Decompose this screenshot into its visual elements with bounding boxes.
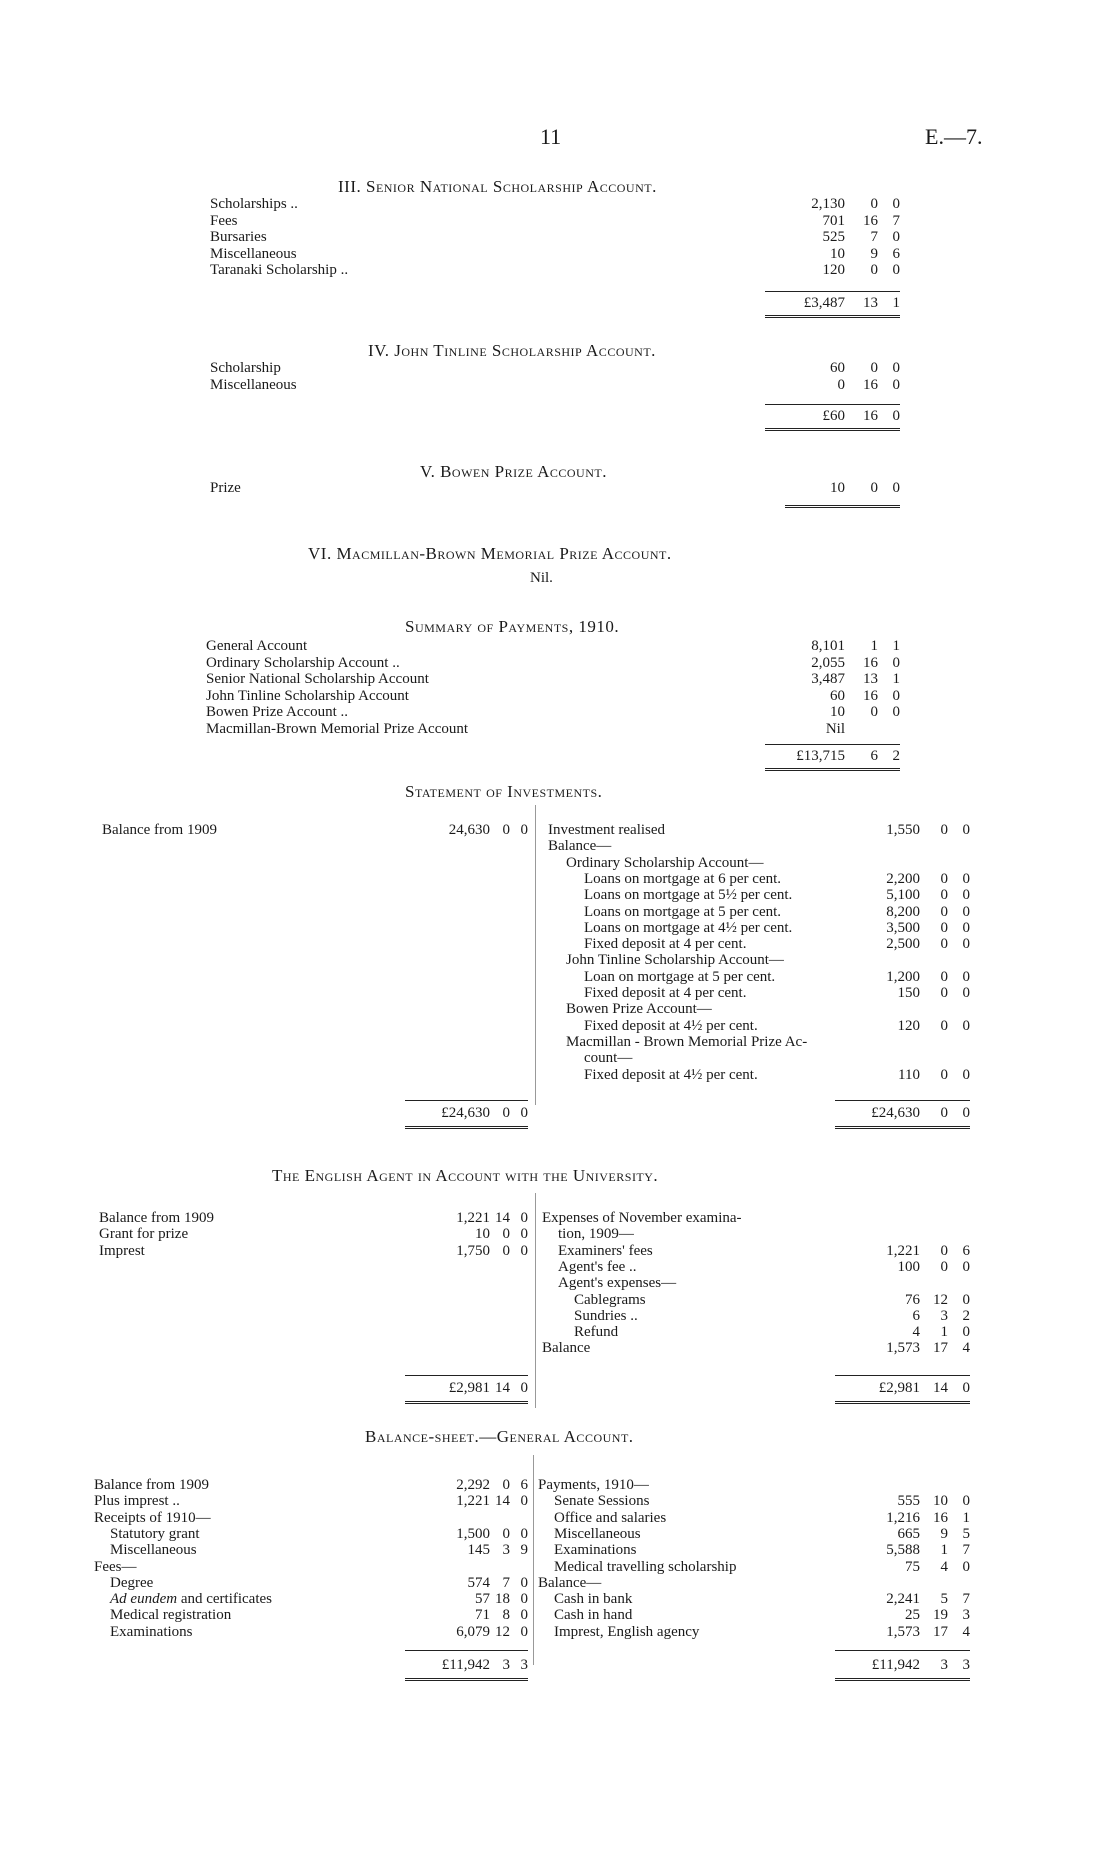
credit-total-rule — [835, 1650, 970, 1651]
credit-row-label: Balance— — [548, 838, 612, 855]
account-row-label: Bursaries — [210, 229, 267, 245]
account-row-shillings: 0 — [870, 196, 878, 212]
total-double-rule — [765, 428, 900, 431]
debit-total-double-rule — [405, 1401, 528, 1404]
debit-row-italic-label: Ad eundem — [110, 1591, 178, 1608]
credit-row-shillings: 0 — [940, 822, 948, 838]
account-row-pounds: 525 — [822, 229, 845, 245]
credit-row-pounds: 1,573 — [886, 1623, 920, 1640]
credit-row-shillings: 0 — [940, 1066, 948, 1083]
account-total-shillings: 13 — [863, 295, 878, 311]
credit-row-shillings: 0 — [940, 887, 948, 904]
credit-row-pounds: 150 — [897, 985, 920, 1001]
total-double-rule — [765, 315, 900, 318]
credit-row-shillings: 16 — [933, 1509, 948, 1526]
agent-account-title: The English Agent in Account with the University. — [272, 1166, 659, 1185]
debit-total-pounds: £11,942 — [441, 1657, 490, 1673]
account-row-label: Scholarship — [210, 360, 281, 376]
credit-row-shillings: 17 — [933, 1623, 948, 1640]
credit-row-pounds: 8,200 — [886, 903, 920, 920]
account-row-shillings: 16 — [863, 212, 878, 229]
debit-row-pounds: 57 — [475, 1591, 490, 1608]
credit-total-pence: 3 — [962, 1657, 970, 1673]
credit-row-pounds: 555 — [897, 1493, 920, 1510]
account-row-shillings: 7 — [870, 229, 878, 245]
debit-row-shillings: 14 — [495, 1210, 510, 1226]
debit-row-pence: 0 — [520, 1591, 528, 1608]
account-row-pence: 0 — [892, 229, 900, 245]
debit-total-double-rule — [405, 1126, 528, 1129]
account-row-pence: 7 — [892, 212, 900, 229]
debit-row-pence: 6 — [520, 1477, 528, 1493]
account-row-label: Prize — [210, 480, 241, 496]
page-number: 11 — [540, 124, 562, 149]
account-row-pounds: 8,101 — [811, 638, 845, 654]
credit-row-label: Fixed deposit at 4½ per cent. — [584, 1066, 758, 1083]
credit-row-pence: 5 — [962, 1525, 970, 1542]
debit-row-label: Imprest — [99, 1242, 145, 1259]
debit-row-pounds: 10 — [475, 1226, 490, 1243]
credit-row-label: John Tinline Scholarship Account— — [566, 952, 784, 969]
debit-total-rule — [405, 1100, 528, 1101]
debit-total-pence: 0 — [520, 1380, 528, 1396]
credit-total-rule — [835, 1375, 970, 1376]
account-row-shillings: 0 — [870, 262, 878, 278]
account-row-pounds: 60 — [830, 687, 845, 704]
account-row-label: Miscellaneous — [210, 376, 297, 393]
macmillan-account-title: VI. Macmillan-Brown Memorial Prize Account. — [308, 544, 672, 563]
summary-title: Summary of Payments, 1910. — [405, 617, 620, 636]
account-row-pounds: 10 — [830, 245, 845, 262]
debit-row-pence: 0 — [520, 1493, 528, 1510]
credit-row-pounds: 5,100 — [886, 887, 920, 904]
credit-total-pence: 0 — [962, 1380, 970, 1396]
credit-row-pence: 7 — [962, 1542, 970, 1559]
account-row-shillings: 16 — [863, 376, 878, 393]
credit-row-pence: 0 — [962, 1324, 970, 1341]
credit-row-shillings: 0 — [940, 1242, 948, 1259]
debit-row-label: Degree — [110, 1574, 154, 1591]
credit-total-double-rule — [835, 1401, 970, 1404]
debit-row-shillings: 0 — [502, 1242, 510, 1259]
credit-row-pence: 7 — [962, 1591, 970, 1608]
credit-row-pence: 0 — [962, 968, 970, 985]
debit-row-shillings: 7 — [502, 1574, 510, 1591]
credit-row-pence: 0 — [962, 887, 970, 904]
account-total-pounds: £60 — [822, 408, 845, 424]
credit-row-label: Fixed deposit at 4½ per cent. — [584, 1017, 758, 1034]
debit-row-shillings: 3 — [502, 1542, 510, 1559]
credit-row-pence: 0 — [962, 870, 970, 887]
credit-total-pounds: £2,981 — [878, 1380, 920, 1396]
account-total-shillings: 6 — [870, 748, 878, 764]
debit-row-pounds: 6,079 — [456, 1623, 490, 1640]
total-rule — [765, 291, 900, 292]
credit-total-rule — [835, 1100, 970, 1101]
account-row-pounds: 0 — [837, 376, 845, 393]
account-row-pence: 0 — [892, 480, 900, 496]
debit-row-pounds: 1,221 — [456, 1210, 490, 1226]
debit-row-pence: 0 — [520, 1525, 528, 1542]
debit-row-pence: 0 — [520, 1242, 528, 1259]
account-row-pence: 1 — [892, 671, 900, 687]
credit-row-pounds: 2,200 — [886, 870, 920, 887]
credit-row-shillings: 17 — [933, 1340, 948, 1357]
credit-row-label: Examinations — [554, 1542, 637, 1559]
debit-row-shillings: 14 — [495, 1493, 510, 1510]
credit-row-label: Agent's expenses— — [558, 1275, 677, 1292]
credit-row-label: Expenses of November examina- — [542, 1210, 742, 1226]
macmillan-nil: Nil. — [530, 570, 553, 586]
total-double-rule — [785, 505, 900, 508]
credit-row-label: Fixed deposit at 4 per cent. — [584, 985, 747, 1001]
credit-row-pounds: 5,588 — [886, 1542, 920, 1559]
account-total-pence: 0 — [892, 408, 900, 424]
credit-row-label: Loans on mortgage at 4½ per cent. — [584, 919, 793, 936]
debit-row-pounds: 1,750 — [456, 1242, 490, 1259]
account-total-pence: 2 — [892, 748, 900, 764]
credit-row-pounds: 1,200 — [886, 968, 920, 985]
credit-row-shillings: 3 — [940, 1307, 948, 1324]
credit-total-pounds: £11,942 — [871, 1657, 920, 1673]
credit-row-shillings: 1 — [940, 1542, 948, 1559]
credit-row-shillings: 0 — [940, 936, 948, 953]
debit-row-pounds: 1,500 — [456, 1525, 490, 1542]
debit-row-shillings: 0 — [502, 1477, 510, 1493]
account-row-shillings: 13 — [863, 671, 878, 687]
account-row-shillings: 0 — [870, 360, 878, 376]
debit-row-label: Balance from 1909 — [102, 822, 217, 838]
credit-row-label: Balance — [542, 1340, 591, 1357]
debit-row-label: Balance from 1909 — [94, 1477, 209, 1493]
account-row-label: Bowen Prize Account .. — [206, 704, 349, 720]
debit-row-shillings: 8 — [502, 1607, 510, 1624]
credit-row-pounds: 1,573 — [886, 1340, 920, 1357]
account-row-pence: 6 — [892, 245, 900, 262]
credit-total-double-rule — [835, 1678, 970, 1681]
credit-row-pence: 0 — [962, 985, 970, 1001]
credit-row-label: Medical travelling scholarship — [554, 1558, 737, 1575]
investments-title: Statement of Investments. — [405, 782, 603, 801]
account-row-label: Scholarships .. — [210, 196, 298, 212]
debit-row-label: Balance from 1909 — [99, 1210, 214, 1226]
debit-total-pounds: £24,630 — [441, 1105, 490, 1121]
account-row-shillings: 0 — [870, 704, 878, 720]
credit-row-pounds: 120 — [897, 1017, 920, 1034]
credit-row-shillings: 0 — [940, 870, 948, 887]
account-row-shillings: 0 — [870, 480, 878, 496]
credit-row-shillings: 1 — [940, 1324, 948, 1341]
debit-row-pence: 0 — [520, 1226, 528, 1243]
debit-row-label: Examinations — [110, 1623, 193, 1640]
debit-row-label-rest: and certificates — [177, 1591, 273, 1608]
account-row-pence: 0 — [892, 687, 900, 704]
credit-row-label: Loans on mortgage at 5 per cent. — [584, 903, 782, 920]
credit-row-pence: 4 — [962, 1623, 970, 1640]
account-row-label: Miscellaneous — [210, 245, 297, 262]
credit-row-pence: 0 — [962, 1066, 970, 1083]
credit-row-label: Examiners' fees — [558, 1242, 653, 1259]
debit-row-pounds: 574 — [467, 1574, 490, 1591]
credit-row-shillings: 0 — [940, 1258, 948, 1275]
credit-row-pence: 0 — [962, 1017, 970, 1034]
credit-row-pounds: 1,216 — [886, 1509, 920, 1526]
credit-total-shillings: 0 — [940, 1105, 948, 1121]
credit-row-label: Senate Sessions — [554, 1493, 650, 1510]
credit-row-pence: 0 — [962, 903, 970, 920]
credit-row-pounds: 110 — [898, 1066, 920, 1083]
credit-row-pounds: 75 — [905, 1558, 920, 1575]
account-row-label: Fees — [210, 212, 238, 229]
credit-row-pounds: 4 — [912, 1324, 920, 1341]
credit-row-shillings: 0 — [940, 1017, 948, 1034]
debit-row-shillings: 0 — [502, 822, 510, 838]
account-row-shillings: 16 — [863, 654, 878, 671]
account-row-label: Macmillan-Brown Memorial Prize Account — [206, 720, 469, 737]
debit-row-label: Grant for prize — [99, 1226, 189, 1243]
account-row-label: Taranaki Scholarship .. — [210, 262, 349, 278]
credit-row-pounds: 6 — [912, 1307, 920, 1324]
credit-row-shillings: 12 — [933, 1291, 948, 1308]
debit-row-pounds: 2,292 — [456, 1477, 490, 1493]
account-row-label: General Account — [206, 638, 308, 654]
account-row-pounds: 2,055 — [811, 654, 845, 671]
debit-row-shillings: 12 — [495, 1623, 510, 1640]
credit-row-label: Loans on mortgage at 6 per cent. — [584, 870, 782, 887]
credit-row-label: Agent's fee .. — [558, 1258, 637, 1275]
credit-row-pounds: 3,500 — [886, 919, 920, 936]
account-total-shillings: 16 — [863, 408, 878, 424]
credit-row-pence: 0 — [962, 1558, 970, 1575]
debit-row-label: Miscellaneous — [110, 1542, 197, 1559]
account-row-pence: 0 — [892, 704, 900, 720]
credit-row-label: Fixed deposit at 4 per cent. — [584, 936, 747, 953]
debit-total-shillings: 3 — [502, 1657, 510, 1673]
debit-row-pence: 9 — [520, 1542, 528, 1559]
account-row-pounds: 3,487 — [811, 671, 845, 687]
credit-row-pence: 0 — [962, 1258, 970, 1275]
credit-row-shillings: 0 — [940, 985, 948, 1001]
debit-row-label: Statutory grant — [110, 1525, 200, 1542]
credit-row-label: Refund — [574, 1324, 619, 1341]
tinline-account-title: IV. John Tinline Scholarship Account. — [368, 341, 656, 360]
credit-row-label: Investment realised — [548, 822, 666, 838]
credit-row-shillings: 19 — [933, 1607, 948, 1624]
account-row-pounds: 701 — [822, 212, 845, 229]
credit-row-pence: 0 — [962, 1291, 970, 1308]
credit-total-shillings: 3 — [940, 1657, 948, 1673]
debit-row-pence: 0 — [520, 1210, 528, 1226]
debit-row-pence: 0 — [520, 1574, 528, 1591]
credit-row-label: tion, 1909— — [558, 1226, 634, 1243]
credit-row-pence: 0 — [962, 919, 970, 936]
debit-row-pounds: 71 — [475, 1607, 490, 1624]
credit-row-label: count— — [584, 1050, 633, 1067]
debit-row-pence: 0 — [520, 1607, 528, 1624]
credit-row-pence: 2 — [962, 1307, 970, 1324]
debit-row-shillings: 0 — [502, 1226, 510, 1243]
account-row-label: Ordinary Scholarship Account .. — [206, 654, 400, 671]
debit-total-pence: 3 — [520, 1657, 528, 1673]
credit-row-label: Loans on mortgage at 5½ per cent. — [584, 887, 793, 904]
credit-row-pounds: 1,221 — [886, 1242, 920, 1259]
credit-row-pounds: 25 — [905, 1607, 920, 1624]
debit-total-rule — [405, 1650, 528, 1651]
debit-total-double-rule — [405, 1678, 528, 1681]
credit-row-label: Balance— — [538, 1574, 602, 1591]
account-row-shillings: 16 — [863, 687, 878, 704]
credit-row-label: Bowen Prize Account— — [566, 1001, 712, 1018]
account-row-pence: 0 — [892, 360, 900, 376]
account-row-pence: 0 — [892, 654, 900, 671]
account-total-pence: 1 — [892, 295, 900, 311]
account-row-pounds: 120 — [822, 262, 845, 278]
debit-row-shillings: 0 — [502, 1525, 510, 1542]
credit-row-label: Miscellaneous — [554, 1525, 641, 1542]
credit-row-shillings: 0 — [940, 919, 948, 936]
debit-total-pounds: £2,981 — [448, 1380, 490, 1396]
credit-row-pence: 4 — [962, 1340, 970, 1357]
bowen-account-title: V. Bowen Prize Account. — [420, 462, 607, 481]
debit-total-shillings: 0 — [502, 1105, 510, 1121]
senior-account-title: III. Senior National Scholarship Account. — [338, 177, 657, 196]
credit-row-label: Office and salaries — [554, 1509, 667, 1526]
account-row-label: Senior National Scholarship Account — [206, 671, 429, 687]
credit-row-shillings: 5 — [940, 1591, 948, 1608]
account-row-pence: 0 — [892, 376, 900, 393]
credit-row-shillings: 9 — [940, 1525, 948, 1542]
credit-row-label: Imprest, English agency — [554, 1623, 700, 1640]
credit-row-pounds: 100 — [897, 1258, 920, 1275]
credit-row-pounds: 2,500 — [886, 936, 920, 953]
credit-row-pounds: 76 — [905, 1291, 920, 1308]
credit-total-double-rule — [835, 1126, 970, 1129]
account-row-shillings: 9 — [870, 245, 878, 262]
credit-row-pounds: 1,550 — [886, 822, 920, 838]
credit-row-shillings: 0 — [940, 968, 948, 985]
credit-row-pence: 1 — [962, 1509, 970, 1526]
credit-row-shillings: 4 — [940, 1558, 948, 1575]
account-row-pence: 1 — [892, 638, 900, 654]
ledger-divider — [533, 1455, 534, 1665]
balance-sheet-title: Balance-sheet.—General Account. — [365, 1427, 634, 1446]
credit-row-pence: 3 — [962, 1607, 970, 1624]
debit-row-label: Receipts of 1910— — [94, 1509, 211, 1526]
credit-row-shillings: 0 — [940, 903, 948, 920]
credit-row-label: Ordinary Scholarship Account— — [566, 854, 764, 871]
credit-total-pence: 0 — [962, 1105, 970, 1121]
document-code: E.—7. — [925, 124, 983, 149]
credit-row-pounds: 665 — [897, 1525, 920, 1542]
credit-row-label: Loan on mortgage at 5 per cent. — [584, 968, 776, 985]
ledger-divider — [535, 805, 536, 1105]
credit-row-label: Macmillan - Brown Memorial Prize Ac- — [566, 1033, 808, 1050]
debit-row-shillings: 18 — [495, 1591, 510, 1608]
account-total-pounds: £3,487 — [803, 295, 845, 311]
total-rule — [765, 744, 900, 745]
account-row-shillings: 1 — [870, 638, 878, 654]
debit-total-pence: 0 — [520, 1105, 528, 1121]
debit-row-pence: 0 — [520, 822, 528, 838]
credit-row-label: Sundries .. — [574, 1307, 638, 1324]
account-row-pounds: 10 — [830, 704, 845, 720]
credit-total-pounds: £24,630 — [871, 1105, 920, 1121]
credit-row-label: Payments, 1910— — [538, 1477, 649, 1493]
credit-row-pence: 0 — [962, 1493, 970, 1510]
debit-row-pounds: 24,630 — [448, 822, 490, 838]
account-row-pounds: Nil — [825, 720, 845, 737]
credit-row-pence: 6 — [962, 1242, 970, 1259]
debit-total-shillings: 14 — [495, 1380, 510, 1396]
debit-row-label — [110, 1591, 272, 1608]
credit-row-label: Cash in bank — [554, 1591, 633, 1608]
account-row-pounds: 2,130 — [811, 196, 845, 212]
credit-row-pence: 0 — [962, 936, 970, 953]
total-double-rule — [765, 768, 900, 771]
account-row-pounds: 10 — [830, 480, 845, 496]
debit-row-label: Medical registration — [110, 1607, 232, 1624]
debit-row-pounds: 1,221 — [456, 1493, 490, 1510]
debit-row-pence: 0 — [520, 1623, 528, 1640]
credit-row-pounds: 2,241 — [886, 1591, 920, 1608]
debit-row-label: Plus imprest .. — [94, 1493, 180, 1510]
account-row-label: John Tinline Scholarship Account — [206, 687, 409, 704]
credit-row-pence: 0 — [962, 822, 970, 838]
total-rule — [765, 404, 900, 405]
credit-row-label: Cash in hand — [554, 1607, 633, 1624]
debit-row-pounds: 145 — [467, 1542, 490, 1559]
account-row-pence: 0 — [892, 196, 900, 212]
credit-row-label: Cablegrams — [574, 1291, 646, 1308]
account-total-pounds: £13,715 — [796, 748, 845, 764]
account-row-pounds: 60 — [830, 360, 845, 376]
account-row-pence: 0 — [892, 262, 900, 278]
ledger-divider — [535, 1193, 536, 1408]
debit-total-rule — [405, 1375, 528, 1376]
credit-total-shillings: 14 — [933, 1380, 948, 1396]
credit-row-shillings: 10 — [933, 1493, 948, 1510]
debit-row-label: Fees— — [94, 1558, 137, 1575]
